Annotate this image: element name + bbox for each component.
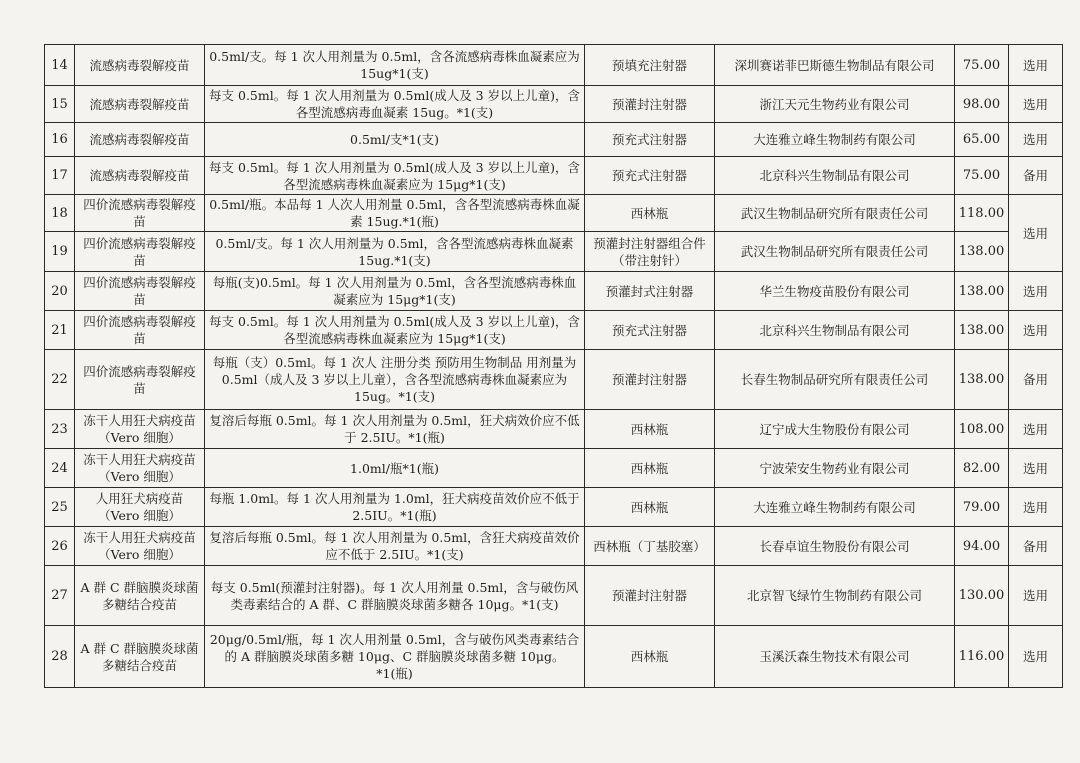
specification-cell: 0.5ml/支。每 1 次人用剂量为 0.5ml，含各流感病毒株血凝素应为 15ug*1(支) <box>205 45 585 86</box>
specification-cell: 每支 0.5ml。每 1 次人用剂量为 0.5ml(成人及 3 岁以上儿童)，含各型流感病毒株血凝素应为 15μg*1(支) <box>205 157 585 195</box>
price-cell: 98.00 <box>955 86 1009 123</box>
category-cell: 选用 <box>1009 195 1063 272</box>
row-number-cell: 16 <box>45 123 75 157</box>
category-cell: 备用 <box>1009 527 1063 566</box>
vaccine-name-cell: 四价流感病毒裂解疫苗 <box>75 350 205 410</box>
row-number-cell: 14 <box>45 45 75 86</box>
price-cell: 75.00 <box>955 45 1009 86</box>
category-cell: 选用 <box>1009 272 1063 311</box>
packaging-cell: 预灌封注射器 <box>585 566 715 626</box>
vaccine-name-cell: 流感病毒裂解疫苗 <box>75 123 205 157</box>
packaging-cell: 预灌封注射器 <box>585 86 715 123</box>
price-cell: 130.00 <box>955 566 1009 626</box>
packaging-cell: 预充式注射器 <box>585 157 715 195</box>
packaging-cell: 预充式注射器 <box>585 123 715 157</box>
vaccine-name-cell: 四价流感病毒裂解疫苗 <box>75 272 205 311</box>
specification-cell: 0.5ml/瓶。本品每 1 人次人用剂量 0.5ml，含各型流感病毒株血凝素 15ug.*1(瓶) <box>205 195 585 232</box>
row-number-cell: 20 <box>45 272 75 311</box>
category-cell: 选用 <box>1009 626 1063 688</box>
vaccine-name-cell: 人用狂犬病疫苗（Vero 细胞） <box>75 488 205 527</box>
table-row <box>45 449 1063 488</box>
vaccine-name-cell: 冻干人用狂犬病疫苗（Vero 细胞） <box>75 410 205 449</box>
manufacturer-cell: 华兰生物疫苗股份有限公司 <box>715 272 955 311</box>
manufacturer-cell: 宁波荣安生物药业有限公司 <box>715 449 955 488</box>
vaccine-name-cell: 四价流感病毒裂解疫苗 <box>75 195 205 232</box>
row-number-cell: 15 <box>45 86 75 123</box>
manufacturer-cell: 大连雅立峰生物制药有限公司 <box>715 123 955 157</box>
manufacturer-cell: 长春生物制品研究所有限责任公司 <box>715 350 955 410</box>
specification-cell: 每瓶 1.0ml。每 1 次人用剂量为 1.0ml，狂犬病疫苗效价应不低于 2.5IU。*1(瓶) <box>205 488 585 527</box>
row-number-cell: 24 <box>45 449 75 488</box>
manufacturer-cell: 武汉生物制品研究所有限责任公司 <box>715 195 955 232</box>
vaccine-name-cell: 四价流感病毒裂解疫苗 <box>75 232 205 272</box>
category-cell: 选用 <box>1009 449 1063 488</box>
specification-cell: 每支 0.5ml。每 1 次人用剂量为 0.5ml(成人及 3 岁以上儿童)，含各型流感病毒株血凝素应为 15μg*1(支) <box>205 311 585 350</box>
packaging-cell: 西林瓶（丁基胶塞） <box>585 527 715 566</box>
price-cell: 116.00 <box>955 626 1009 688</box>
price-cell: 108.00 <box>955 410 1009 449</box>
packaging-cell: 预充式注射器 <box>585 311 715 350</box>
price-cell: 118.00 <box>955 195 1009 232</box>
row-number-cell: 26 <box>45 527 75 566</box>
vaccine-name-cell: 流感病毒裂解疫苗 <box>75 157 205 195</box>
manufacturer-cell: 长春卓谊生物股份有限公司 <box>715 527 955 566</box>
row-number-cell: 25 <box>45 488 75 527</box>
price-cell: 138.00 <box>955 232 1009 272</box>
table-row <box>45 350 1063 410</box>
vaccine-name-cell: 冻干人用狂犬病疫苗（Vero 细胞） <box>75 449 205 488</box>
category-cell: 备用 <box>1009 350 1063 410</box>
category-cell: 选用 <box>1009 566 1063 626</box>
price-cell: 94.00 <box>955 527 1009 566</box>
specification-cell: 每瓶(支)0.5ml。每 1 次人用剂量为 0.5ml，含各型流感病毒株血凝素应为 15μg*1(支) <box>205 272 585 311</box>
vaccine-name-cell: 流感病毒裂解疫苗 <box>75 86 205 123</box>
category-cell: 选用 <box>1009 488 1063 527</box>
category-cell: 选用 <box>1009 123 1063 157</box>
row-number-cell: 18 <box>45 195 75 232</box>
table-row <box>45 527 1063 566</box>
vaccine-table <box>44 44 1063 688</box>
category-cell: 选用 <box>1009 86 1063 123</box>
category-cell: 备用 <box>1009 157 1063 195</box>
manufacturer-cell: 北京科兴生物制品有限公司 <box>715 311 955 350</box>
vaccine-name-cell: 四价流感病毒裂解疫苗 <box>75 311 205 350</box>
row-number-cell: 28 <box>45 626 75 688</box>
table-row <box>45 45 1063 86</box>
specification-cell: 20μg/0.5ml/瓶，每 1 次人用剂量 0.5ml，含与破伤风类毒素结合的 A 群脑膜炎球菌多糖 10μg、C 群脑膜炎球菌多糖 10μg。*1(瓶) <box>205 626 585 688</box>
specification-cell: 复溶后每瓶 0.5ml。每 1 次人用剂量为 0.5ml，狂犬病效价应不低于 2.5IU。*1(瓶) <box>205 410 585 449</box>
packaging-cell: 西林瓶 <box>585 488 715 527</box>
row-number-cell: 27 <box>45 566 75 626</box>
row-number-cell: 17 <box>45 157 75 195</box>
row-number-cell: 23 <box>45 410 75 449</box>
category-cell: 选用 <box>1009 410 1063 449</box>
specification-cell: 1.0ml/瓶*1(瓶) <box>205 449 585 488</box>
table-row <box>45 157 1063 195</box>
table-row <box>45 311 1063 350</box>
price-cell: 82.00 <box>955 449 1009 488</box>
manufacturer-cell: 深圳赛诺菲巴斯德生物制品有限公司 <box>715 45 955 86</box>
specification-cell: 每支 0.5ml(预灌封注射器)。每 1 次人用剂量 0.5ml，含与破伤风类毒素结合的 A 群、C 群脑膜炎球菌多糖各 10μg。*1(支) <box>205 566 585 626</box>
vaccine-name-cell: 流感病毒裂解疫苗 <box>75 45 205 86</box>
table-row <box>45 232 1063 272</box>
price-cell: 65.00 <box>955 123 1009 157</box>
table-row <box>45 410 1063 449</box>
packaging-cell: 西林瓶 <box>585 410 715 449</box>
packaging-cell: 西林瓶 <box>585 626 715 688</box>
vaccine-name-cell: A 群 C 群脑膜炎球菌多糖结合疫苗 <box>75 566 205 626</box>
table-row <box>45 86 1063 123</box>
packaging-cell: 预灌封注射器 <box>585 350 715 410</box>
table-row <box>45 488 1063 527</box>
packaging-cell: 预灌封式注射器 <box>585 272 715 311</box>
table-row <box>45 195 1063 232</box>
packaging-cell: 预填充注射器 <box>585 45 715 86</box>
specification-cell: 0.5ml/支。每 1 次人用剂量为 0.5ml，含各型流感病毒株血凝素 15ug.*1(支) <box>205 232 585 272</box>
row-number-cell: 19 <box>45 232 75 272</box>
table-row <box>45 626 1063 688</box>
specification-cell: 每瓶（支）0.5ml。每 1 次人 注册分类 预防用生物制品 用剂量为 0.5ml（成人及 3 岁以上儿童），含各型流感病毒株血凝素应为 15ug。*1(支) <box>205 350 585 410</box>
packaging-cell: 西林瓶 <box>585 195 715 232</box>
price-cell: 138.00 <box>955 272 1009 311</box>
category-cell: 选用 <box>1009 45 1063 86</box>
row-number-cell: 22 <box>45 350 75 410</box>
price-cell: 79.00 <box>955 488 1009 527</box>
manufacturer-cell: 北京智飞绿竹生物制药有限公司 <box>715 566 955 626</box>
specification-cell: 每支 0.5ml。每 1 次人用剂量为 0.5ml(成人及 3 岁以上儿童)，含各型流感病毒血凝素 15ug。*1(支) <box>205 86 585 123</box>
manufacturer-cell: 大连雅立峰生物制药有限公司 <box>715 488 955 527</box>
specification-cell: 复溶后每瓶 0.5ml。每 1 次人用剂量为 0.5ml，含狂犬病疫苗效价应不低于 2.5IU。*1(支) <box>205 527 585 566</box>
specification-cell: 0.5ml/支*1(支) <box>205 123 585 157</box>
packaging-cell: 西林瓶 <box>585 449 715 488</box>
table-row <box>45 566 1063 626</box>
price-cell: 138.00 <box>955 350 1009 410</box>
row-number-cell: 21 <box>45 311 75 350</box>
vaccine-name-cell: 冻干人用狂犬病疫苗（Vero 细胞） <box>75 527 205 566</box>
table-row <box>45 123 1063 157</box>
vaccine-name-cell: A 群 C 群脑膜炎球菌多糖结合疫苗 <box>75 626 205 688</box>
manufacturer-cell: 浙江天元生物药业有限公司 <box>715 86 955 123</box>
packaging-cell: 预灌封注射器组合件（带注射针） <box>585 232 715 272</box>
price-cell: 75.00 <box>955 157 1009 195</box>
manufacturer-cell: 玉溪沃森生物技术有限公司 <box>715 626 955 688</box>
manufacturer-cell: 辽宁成大生物股份有限公司 <box>715 410 955 449</box>
category-cell: 选用 <box>1009 311 1063 350</box>
price-cell: 138.00 <box>955 311 1009 350</box>
table-row <box>45 272 1063 311</box>
manufacturer-cell: 武汉生物制品研究所有限责任公司 <box>715 232 955 272</box>
manufacturer-cell: 北京科兴生物制品有限公司 <box>715 157 955 195</box>
